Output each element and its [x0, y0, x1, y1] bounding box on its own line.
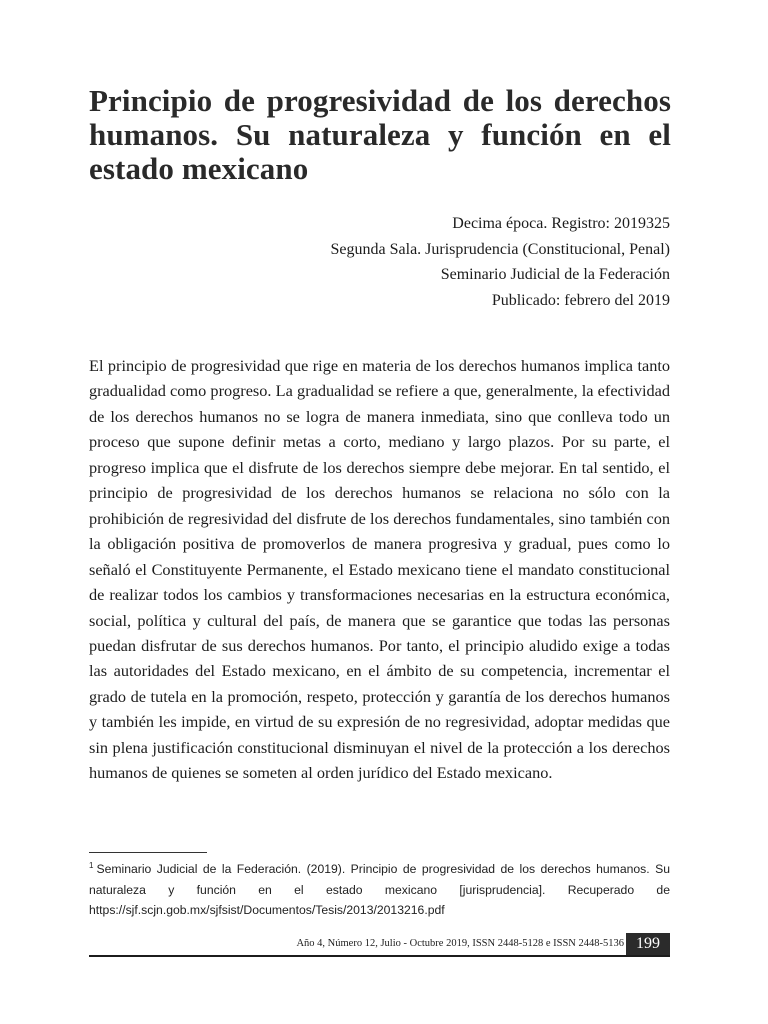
citation-epoch-registry: Decima época. Registro: 2019325: [452, 215, 670, 232]
footnote: [89, 856, 670, 921]
page-number: 199: [626, 933, 670, 955]
footnote-marker: 1: [89, 861, 94, 870]
journal-info: Año 4, Número 12, Julio - Octubre 2019, ISSN 2448-5128 e ISSN 2448-5136: [296, 938, 624, 949]
body-paragraph: El principio de progresividad que rige en materia de los derechos humanos implica tanto gradualidad como progreso. La gradualidad se refiere a que, generalmente, la efectividad de los derechos humanos no se logra de manera inmediata, sino que conlleva todo un proceso que supone definir metas a corto, mediano y largo plazos. Por su parte, el progreso implica que el disfrute de los derechos siempre debe mejorar. En tal sentido, el principio de progresividad de los derechos humanos se relaciona no sólo con la prohibición de regresividad del disfrute de los derechos fundamentales, sino también con la obligación positiva de promoverlos de manera progresiva y gradual, pues como lo señaló el Constituyente Permanente, el Estado mexicano tiene el mandato constitucional de realizar todos los cambios y transformaciones necesarias en la estructura económica, social, política y cultural del país, de manera que se garantice que todas las personas puedan disfrutar de sus derechos humanos. Por tanto, el principio aludido exige a todas las autoridades del Estado mexicano, en el ámbito de su competencia, incrementar el grado de tutela en la promoción, respeto, protección y garantía de los derechos humanos y también les impide, en virtud de su expresión de no regresividad, adoptar medidas que sin plena justificación constitucional disminuyan el nivel de la protección a los derechos humanos de quienes se someten al orden jurídico del Estado mexicano.: [89, 356, 670, 783]
citation-chamber: Segunda Sala. Jurisprudencia (Constitucional, Penal): [330, 240, 670, 258]
article-title: Principio de progresividad de los derechos humanos. Su naturaleza y función en el estado mexicano: [89, 83, 671, 186]
citation-source: Seminario Judicial de la Federación: [440, 266, 670, 283]
citation-published: Publicado: febrero del 2019: [491, 291, 670, 309]
citation-block: [331, 211, 670, 313]
footnote-text: Seminario Judicial de la Federación. (2019). Principio de progresividad de los derechos humanos. Su naturaleza y función en el estado mexicano [jurisprudencia]. Recuperado de https://sjf.scjn.gob.mx/sjfsist/Documentos/Tesis/2013/2013216.pdf: [89, 862, 670, 917]
page-footer: [89, 933, 670, 957]
footnote-divider: [89, 852, 207, 853]
